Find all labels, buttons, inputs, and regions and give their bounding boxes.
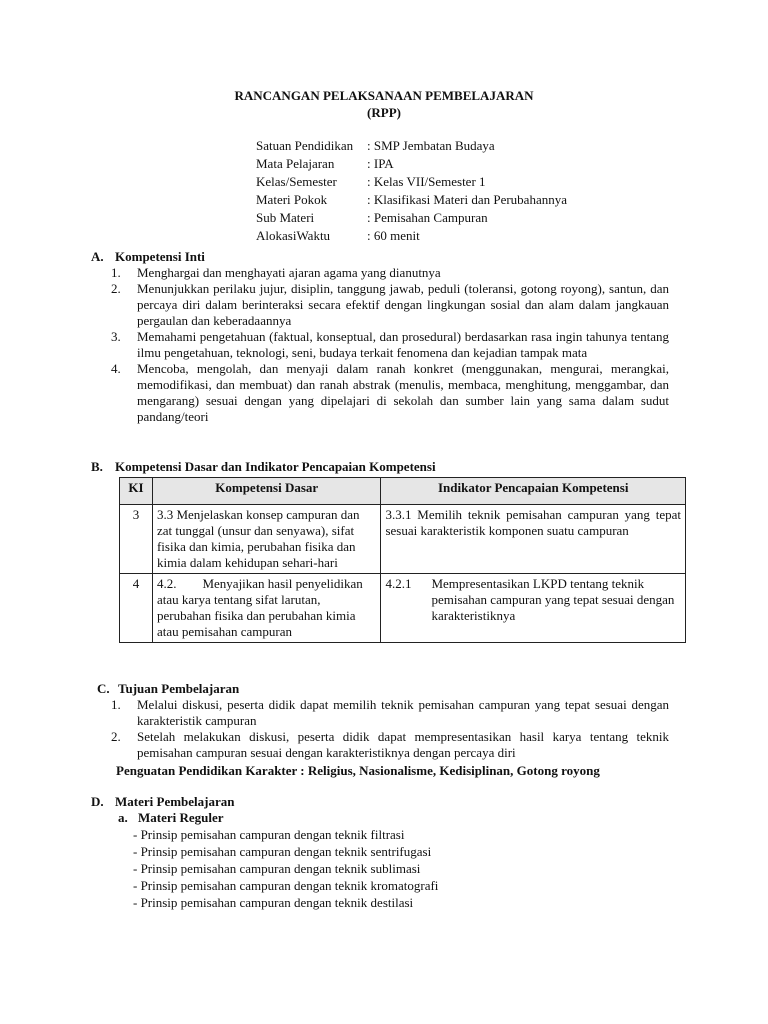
list-item: - Prinsip pemisahan campuran dengan teknik kromatografi: [133, 878, 439, 893]
info-label: Satuan Pendidikan: [256, 138, 354, 153]
item-text: Memahami pengetahuan (faktual, konseptual, dan prosedural) berdasarkan rasa ingin tahunya tentang ilmu pengetahuan, teknologi, seni, budaya terkait fenomena dan kejadian tampak mata: [137, 329, 669, 360]
info-row: [256, 173, 567, 191]
info-value: : SMP Jembatan Budaya: [367, 138, 495, 153]
info-label: Sub Materi: [256, 210, 315, 225]
info-label: Materi Pokok: [256, 192, 328, 207]
section-letter: C.: [97, 681, 110, 696]
item-number: 2.: [111, 281, 121, 296]
kd-indikator-table: [119, 477, 686, 643]
column-header-ki: KI: [120, 478, 153, 505]
list-item: [111, 329, 669, 361]
info-row: [256, 209, 567, 227]
item-text: Menunjukkan perilaku jujur, disiplin, tanggung jawab, peduli (toleransi, gotong royong), santun, dan percaya diri dalam berinteraksi secara efektif dengan lingkungan sosial dan alam dalam jangkauan pergaulan dan keberadaannya: [137, 281, 669, 328]
info-value: : Kelas VII/Semester 1: [367, 174, 486, 189]
indicator-code: 3.3.1: [385, 507, 412, 522]
info-row: [256, 191, 567, 209]
ki-cell: 4: [120, 574, 153, 643]
item-text: Menghargai dan menghayati ajaran agama yang dianutnya: [137, 265, 441, 280]
materi-list: [133, 826, 438, 911]
item-number: 1.: [111, 697, 121, 712]
ki-cell: 3: [120, 505, 153, 574]
indicator-text: Mempresentasikan LKPD tentang teknik pemisahan campuran yang tepat sesuai dengan karakteristiknya: [431, 576, 675, 623]
list-item: [111, 265, 669, 281]
info-value: : 60 menit: [367, 228, 420, 243]
item-number: 3.: [111, 329, 121, 344]
info-value: : Klasifikasi Materi dan Perubahannya: [367, 192, 567, 207]
indicator-cell: [381, 574, 686, 643]
item-number: 2.: [111, 729, 121, 744]
kd-cell: 4.2. Menyajikan hasil penyelidikan atau karya tentang sifat larutan, perubahan fisika dan perubahan kimia atau pemisahan campuran: [152, 574, 381, 643]
list-item: [111, 729, 669, 761]
item-text: Mencoba, mengolah, dan menyaji dalam ranah konkret (menggunakan, mengurai, merangkai, memodifikasi, dan membuat) dan ranah abstrak (menulis, membaca, menghitung, menggambar, dan mengarang) sesuai dengan yang dipelajari di sekolah dan sumber lain yang sama dalam sudut pandang/teori: [137, 361, 669, 424]
info-row: [256, 137, 567, 155]
sub-letter: a.: [118, 810, 128, 825]
sub-title: Materi Reguler: [138, 810, 224, 825]
section-a-heading: [91, 249, 205, 265]
list-item: - Prinsip pemisahan campuran dengan teknik destilasi: [133, 895, 414, 910]
doc-subtitle: (RPP): [367, 105, 401, 120]
list-item: [111, 361, 669, 425]
item-text: Melalui diskusi, peserta didik dapat memilih teknik pemisahan campuran yang tepat sesuai dengan karakteristik campuran: [137, 697, 669, 728]
item-text: Setelah melakukan diskusi, peserta didik dapat mempresentasikan hasil karya tentang teknik pemisahan campuran sesuai dengan karakteristiknya dengan percaya diri: [137, 729, 669, 760]
list-item: - Prinsip pemisahan campuran dengan teknik sentrifugasi: [133, 844, 432, 859]
info-label: Kelas/Semester: [256, 174, 337, 189]
sub-heading-materi-reguler: [118, 810, 224, 826]
info-row: [256, 227, 567, 245]
table-row: [120, 574, 686, 643]
section-d-heading: [91, 794, 234, 810]
character-education-note: Penguatan Pendidikan Karakter : Religius, Nasionalisme, Kedisiplinan, Gotong royong: [116, 763, 600, 778]
doc-title: RANCANGAN PELAKSANAAN PEMBELAJARAN: [234, 88, 534, 103]
kd-cell: 3.3 Menjelaskan konsep campuran dan zat tunggal (unsur dan senyawa), sifat fisika dan kimia, perubahan fisika dan kimia dalam kehidupan sehari-hari: [152, 505, 381, 574]
column-header-indikator: Indikator Pencapaian Kompetensi: [381, 478, 686, 505]
indicator-text: Memilih teknik pemisahan campuran yang tepat sesuai karakteristik komponen suatu campuran: [385, 507, 681, 538]
table-row: [120, 505, 686, 574]
info-label: AlokasiWaktu: [256, 228, 331, 243]
section-letter: D.: [91, 794, 104, 809]
list-item: [111, 281, 669, 329]
section-c-heading: [97, 681, 239, 697]
item-number: 1.: [111, 265, 121, 280]
section-b-heading: [91, 459, 436, 475]
item-number: 4.: [111, 361, 121, 376]
section-title: Tujuan Pembelajaran: [118, 681, 240, 696]
list-item: - Prinsip pemisahan campuran dengan teknik sublimasi: [133, 861, 421, 876]
info-value: : IPA: [367, 156, 394, 171]
tujuan-list: [111, 697, 669, 761]
section-title: Materi Pembelajaran: [115, 794, 235, 809]
identity-block: [256, 137, 567, 245]
list-item: - Prinsip pemisahan campuran dengan teknik filtrasi: [133, 827, 405, 842]
list-item: [111, 697, 669, 729]
indicator-cell: [381, 505, 686, 574]
section-letter: A.: [91, 249, 104, 264]
section-title: Kompetensi Dasar dan Indikator Pencapaian Kompetensi: [115, 459, 436, 474]
info-label: Mata Pelajaran: [256, 156, 335, 171]
section-title: Kompetensi Inti: [115, 249, 205, 264]
column-header-kd: Kompetensi Dasar: [152, 478, 381, 505]
section-letter: B.: [91, 459, 103, 474]
info-row: [256, 155, 567, 173]
table-header-row: [120, 478, 686, 505]
indicator-code: 4.2.1: [385, 576, 412, 591]
info-value: : Pemisahan Campuran: [367, 210, 488, 225]
kompetensi-inti-list: [111, 265, 669, 425]
